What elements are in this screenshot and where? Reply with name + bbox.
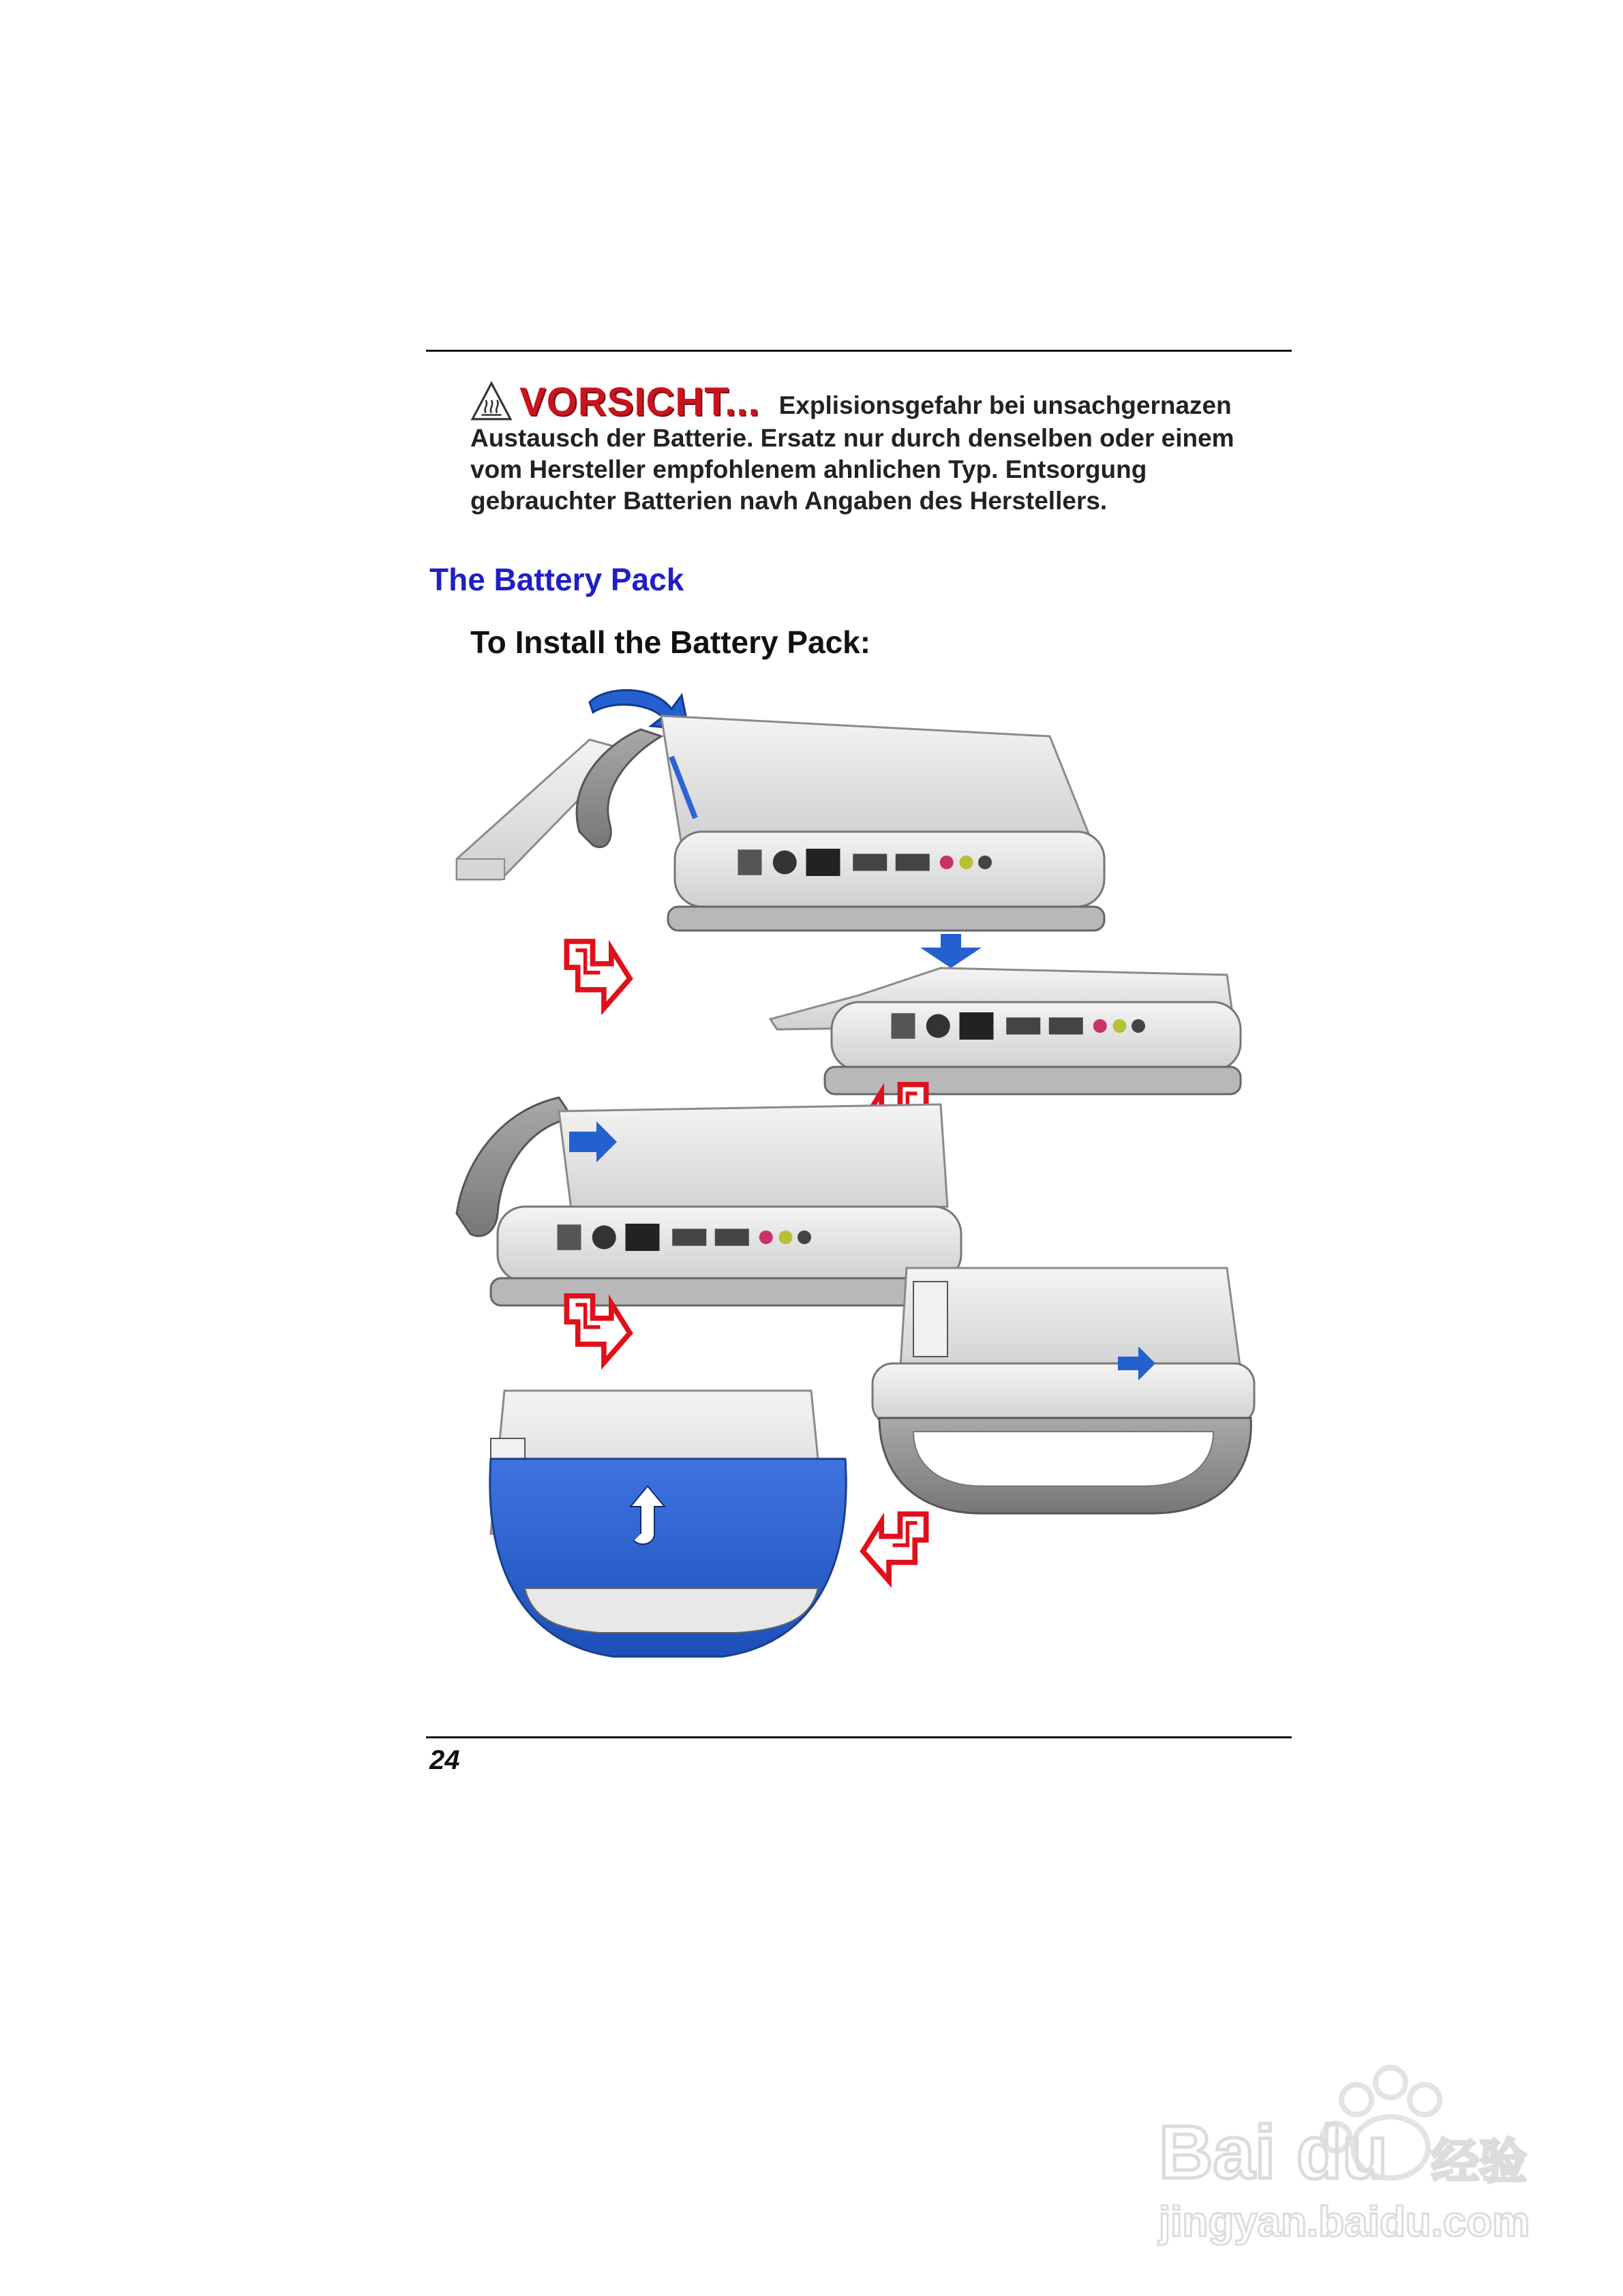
bottom-rule [426, 1736, 1292, 1738]
watermark-url: jingyan.baidu.com [1159, 2199, 1530, 2246]
battery-install-illustration [436, 675, 1309, 1697]
warning-label: VORSICHT... [519, 380, 760, 424]
step-3-slide-lock [457, 1098, 961, 1305]
warning-header [470, 375, 1281, 423]
warning-text: Austausch der Batterie. Ersatz nur durch denselben oder einem vom Hersteller empfohlenem ahnlichen Typ. Entsorgung gebrauchter Batterien navh Angaben des Herstellers. [470, 424, 1234, 515]
warning-first-line: Explisionsgefahr bei unsachgernazen [778, 391, 1232, 419]
section-title: The Battery Pack [429, 562, 684, 597]
hot-surface-warning-icon [470, 380, 513, 423]
warning-block [470, 375, 1281, 517]
procedure-title: To Install the Battery Pack: [470, 624, 871, 660]
step-5-close-handle [490, 1391, 846, 1657]
step-1-insert-battery [457, 690, 1104, 931]
top-rule [426, 350, 1292, 352]
step-2-press-battery [770, 934, 1241, 1094]
step-arrow-1 [566, 941, 630, 1008]
watermark-brand: Bai du [1159, 2111, 1389, 2194]
step-arrow-4 [863, 1514, 926, 1581]
page-number: 24 [429, 1745, 460, 1775]
baidu-watermark [1145, 2052, 1541, 2256]
watermark-brand-cn: 经验 [1431, 2134, 1527, 2190]
step-4-bottom-latch [873, 1268, 1254, 1513]
